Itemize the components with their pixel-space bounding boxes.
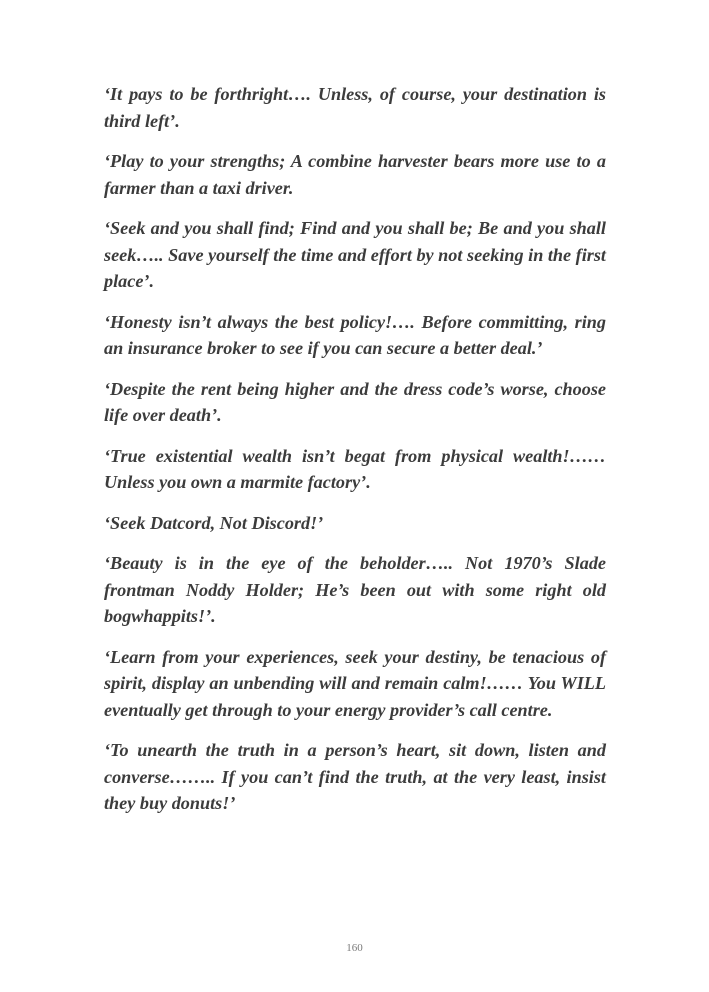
quote-paragraph: ‘Play to your strengths; A combine harvester bears more use to a farmer than a taxi driver. [104, 151, 606, 198]
quote-paragraph: ‘Seek and you shall find; Find and you shall be; Be and you shall seek….. Save yourself the time and effort by not seeking in the first place’. [104, 218, 606, 291]
page-number: 160 [346, 942, 363, 954]
quote-paragraph: ‘Honesty isn’t always the best policy!…. Before committing, ring an insurance broker to see if you can secure a better deal.’ [104, 311, 606, 358]
quote-paragraph: ‘Despite the rent being higher and the dress code’s worse, choose life over death’. [104, 378, 606, 425]
quote-paragraph: ‘Beauty is in the eye of the beholder….. Not 1970’s Slade frontman Noddy Holder; He’s been out with some right old bogwhappits!’. [104, 553, 606, 626]
quote-paragraph: ‘It pays to be forthright…. Unless, of course, your destination is third left’. [104, 84, 606, 131]
quote-paragraph: ‘To unearth the truth in a person’s heart, sit down, listen and converse…….. If you can’t find the truth, at the very least, insist they buy donuts!’ [104, 740, 606, 813]
quote-paragraph: ‘Seek Datcord, Not Discord!’ [104, 512, 324, 533]
quote-paragraph: ‘Learn from your experiences, seek your destiny, be tenacious of spirit, display an unbending will and remain calm!…… You WILL eventually get through to your energy provider’s call centre. [104, 646, 606, 720]
quote-list [104, 81, 606, 831]
quote-paragraph: ‘True existential wealth isn’t begat from physical wealth!…… Unless you own a marmite factory’. [104, 445, 606, 492]
